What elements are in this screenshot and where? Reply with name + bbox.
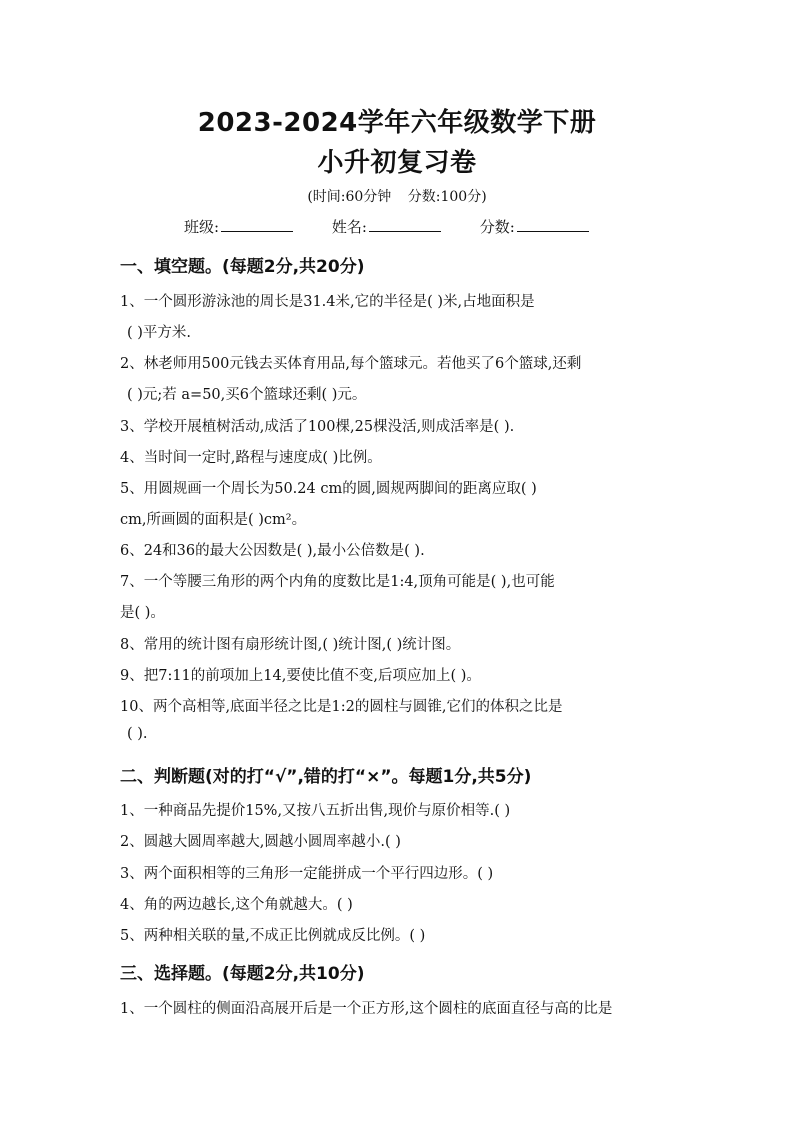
score-blank[interactable] (517, 217, 589, 232)
question-line: 6、24和36的最大公因数是( ),最小公倍数是( ). (120, 543, 425, 559)
class-field[interactable] (184, 216, 293, 237)
question-line: 10、两个高相等,底面半径之比是1:2的圆柱与圆锥,它们的体积之比是 (120, 699, 563, 715)
section-heading-true-false: 二、判断题(对的打“√”,错的打“×”。每题1分,共5分) (120, 767, 532, 787)
section-heading-fill-in: 一、填空题。(每题2分,共20分) (120, 257, 365, 277)
score-field[interactable] (480, 216, 589, 237)
question-line: 7、一个等腰三角形的两个内角的度数比是1:4,顶角可能是( ),也可能 (120, 574, 555, 590)
question-line: 3、学校开展植树活动,成活了100棵,25棵没活,则成活率是( ). (120, 419, 515, 435)
question-line: ( )元;若 a=50,买6个篮球还剩( )元。 (127, 387, 367, 403)
question-line: ( ). (127, 726, 148, 742)
question-line: 9、把7:11的前项加上14,要使比值不变,后项应加上( )。 (120, 668, 481, 684)
question-line: 8、常用的统计图有扇形统计图,( )统计图,( )统计图。 (120, 637, 461, 653)
question-line: 4、当时间一定时,路程与速度成( )比例。 (120, 450, 382, 466)
exam-title: 2023-2024学年六年级数学下册 (197, 108, 597, 138)
name-blank[interactable] (369, 217, 441, 232)
section-heading-multiple-choice: 三、选择题。(每题2分,共10分) (120, 964, 365, 984)
question-line: 1、一个圆形游泳池的周长是31.4米,它的半径是( )米,占地面积是 (120, 294, 535, 310)
exam-total-score: 分数:100分) (407, 189, 487, 205)
question-line: 5、两种相关联的量,不成正比例就成反比例。( ) (120, 928, 426, 944)
exam-time: (时间:60分钟 (307, 189, 392, 205)
question-line: 5、用圆规画一个周长为50.24 cm的圆,圆规两脚间的距离应取( ) (120, 481, 537, 497)
student-info-row (184, 216, 623, 237)
exam-meta (0, 186, 794, 206)
score-label: 分数: (479, 218, 515, 236)
question-line: 3、两个面积相等的三角形一定能拼成一个平行四边形。( ) (120, 866, 494, 882)
question-line: cm,所画圆的面积是( )cm²。 (120, 512, 307, 528)
name-field[interactable] (332, 216, 441, 237)
question-line: ( )平方米. (127, 325, 192, 341)
question-line: 1、一个圆柱的侧面沿高展开后是一个正方形,这个圆柱的底面直径与高的比是 (120, 1001, 613, 1017)
class-label: 班级: (184, 218, 220, 236)
question-line: 1、一种商品先提价15%,又按八五折出售,现价与原价相等.( ) (120, 803, 511, 819)
question-line: 2、圆越大圆周率越大,圆越小圆周率越小.( ) (120, 834, 401, 850)
exam-subtitle: 小升初复习卷 (317, 148, 477, 178)
question-line: 是( )。 (120, 605, 165, 621)
question-line: 4、角的两边越长,这个角就越大。( ) (120, 897, 353, 913)
question-line: 2、林老师用500元钱去买体育用品,每个篮球元。若他买了6个篮球,还剩 (120, 356, 582, 372)
class-blank[interactable] (221, 217, 293, 232)
name-label: 姓名: (331, 218, 367, 236)
